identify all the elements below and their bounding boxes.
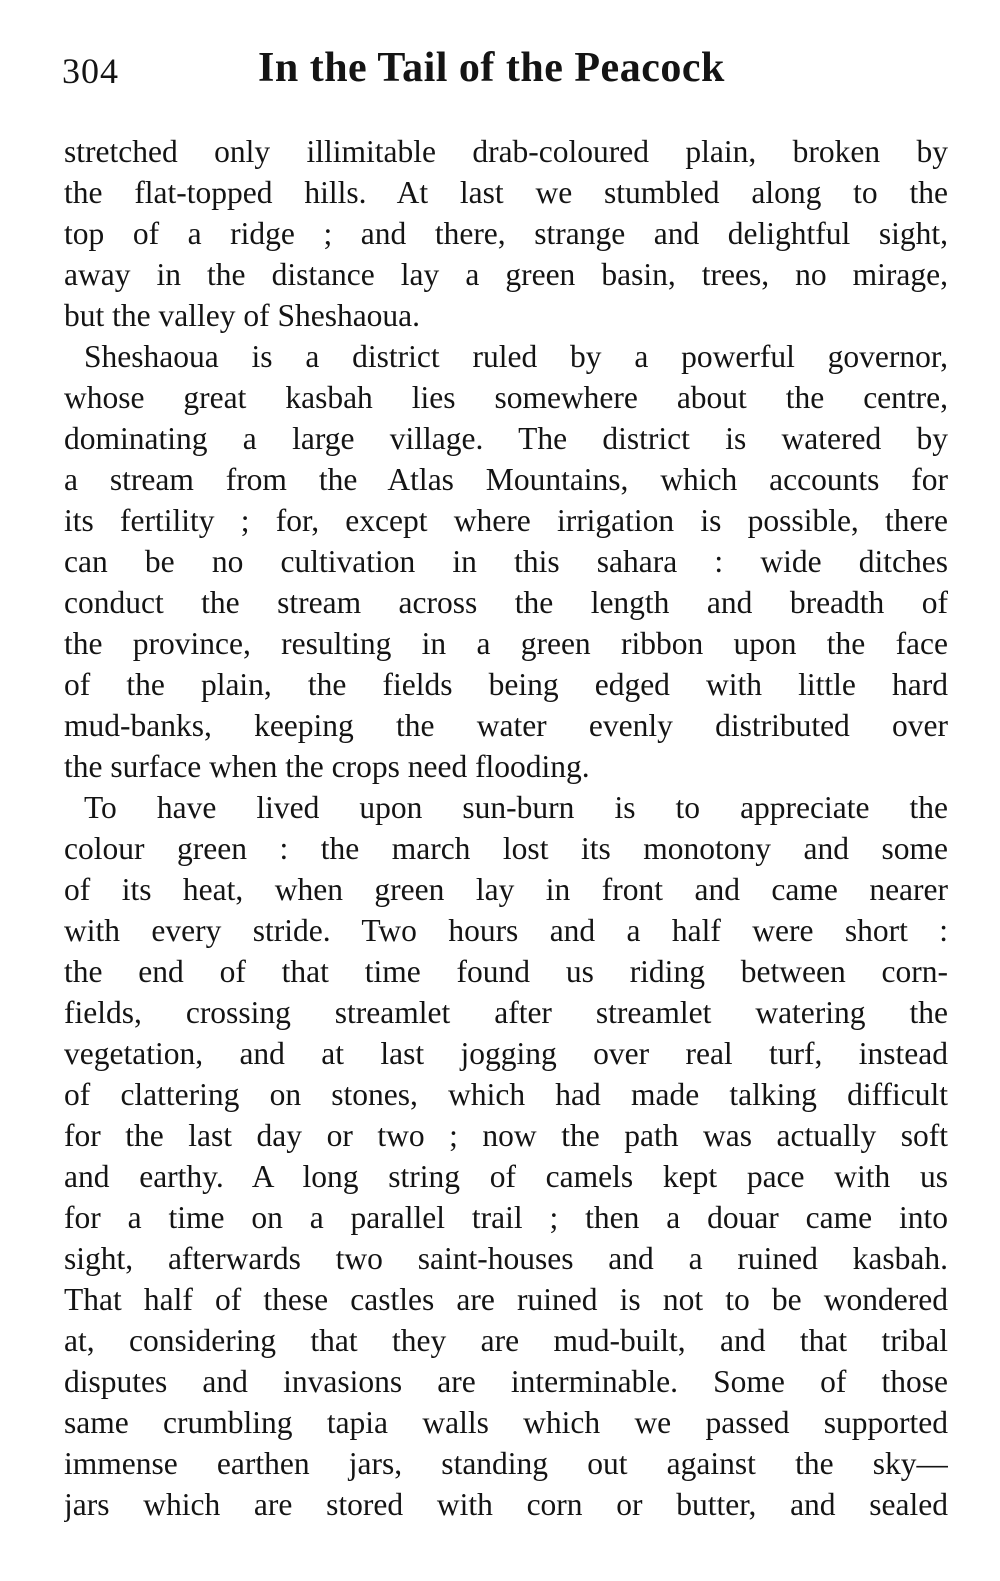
text-line: can be no cultivation in this sahara : wide ditches bbox=[64, 544, 948, 579]
text-line: the province, resulting in a green ribbon upon the face bbox=[64, 626, 948, 661]
text-line: vegetation, and at last jogging over real turf, instead bbox=[64, 1036, 948, 1071]
text-line: Sheshaoua is a district ruled by a powerful governor, bbox=[84, 339, 948, 374]
body-text bbox=[64, 131, 948, 1525]
text-line: with every stride. Two hours and a half were short : bbox=[64, 913, 948, 948]
text-line: disputes and invasions are interminable. Some of those bbox=[64, 1364, 948, 1399]
text-line: of clattering on stones, which had made talking difficult bbox=[64, 1077, 948, 1112]
text-line: jars which are stored with corn or butter, and sealed bbox=[64, 1487, 948, 1522]
text-line: conduct the stream across the length and breadth of bbox=[64, 585, 948, 620]
text-line: for the last day or two ; now the path was actually soft bbox=[64, 1118, 948, 1153]
text-line: at, considering that they are mud-built, and that tribal bbox=[64, 1323, 948, 1358]
text-line: That half of these castles are ruined is not to be wondered bbox=[64, 1282, 948, 1317]
text-line: a stream from the Atlas Mountains, which accounts for bbox=[64, 462, 948, 497]
running-title: In the Tail of the Peacock bbox=[258, 45, 725, 91]
text-line: the end of that time found us riding between corn- bbox=[64, 954, 948, 989]
text-line: dominating a large village. The district is watered by bbox=[64, 421, 948, 456]
text-line: fields, crossing streamlet after streamlet watering the bbox=[64, 995, 948, 1030]
text-line: whose great kasbah lies somewhere about the centre, bbox=[64, 380, 948, 415]
text-line: the flat-topped hills. At last we stumbled along to the bbox=[64, 175, 948, 210]
text-line: stretched only illimitable drab-coloured plain, broken by bbox=[64, 134, 948, 169]
text-line: its fertility ; for, except where irrigation is possible, there bbox=[64, 503, 948, 538]
text-line: same crumbling tapia walls which we passed supported bbox=[64, 1405, 948, 1440]
text-line: mud-banks, keeping the water evenly distributed over bbox=[64, 708, 948, 743]
text-line: To have lived upon sun-burn is to appreciate the bbox=[84, 790, 948, 825]
text-line: away in the distance lay a green basin, trees, no mirage, bbox=[64, 257, 948, 292]
text-line: of the plain, the fields being edged with little hard bbox=[64, 667, 948, 702]
text-line: the surface when the crops need flooding. bbox=[64, 749, 590, 784]
text-line: immense earthen jars, standing out against the sky— bbox=[64, 1446, 948, 1481]
text-line: and earthy. A long string of camels kept pace with us bbox=[64, 1159, 948, 1194]
text-line: colour green : the march lost its monotony and some bbox=[64, 831, 948, 866]
text-line: but the valley of Sheshaoua. bbox=[64, 298, 421, 333]
running-header bbox=[62, 44, 942, 104]
text-line: top of a ridge ; and there, strange and delightful sight, bbox=[64, 216, 948, 251]
text-line: sight, afterwards two saint-houses and a ruined kasbah. bbox=[64, 1241, 948, 1276]
text-line: for a time on a parallel trail ; then a douar came into bbox=[64, 1200, 948, 1235]
page-number: 304 bbox=[62, 51, 119, 91]
text-line: of its heat, when green lay in front and came nearer bbox=[64, 872, 948, 907]
